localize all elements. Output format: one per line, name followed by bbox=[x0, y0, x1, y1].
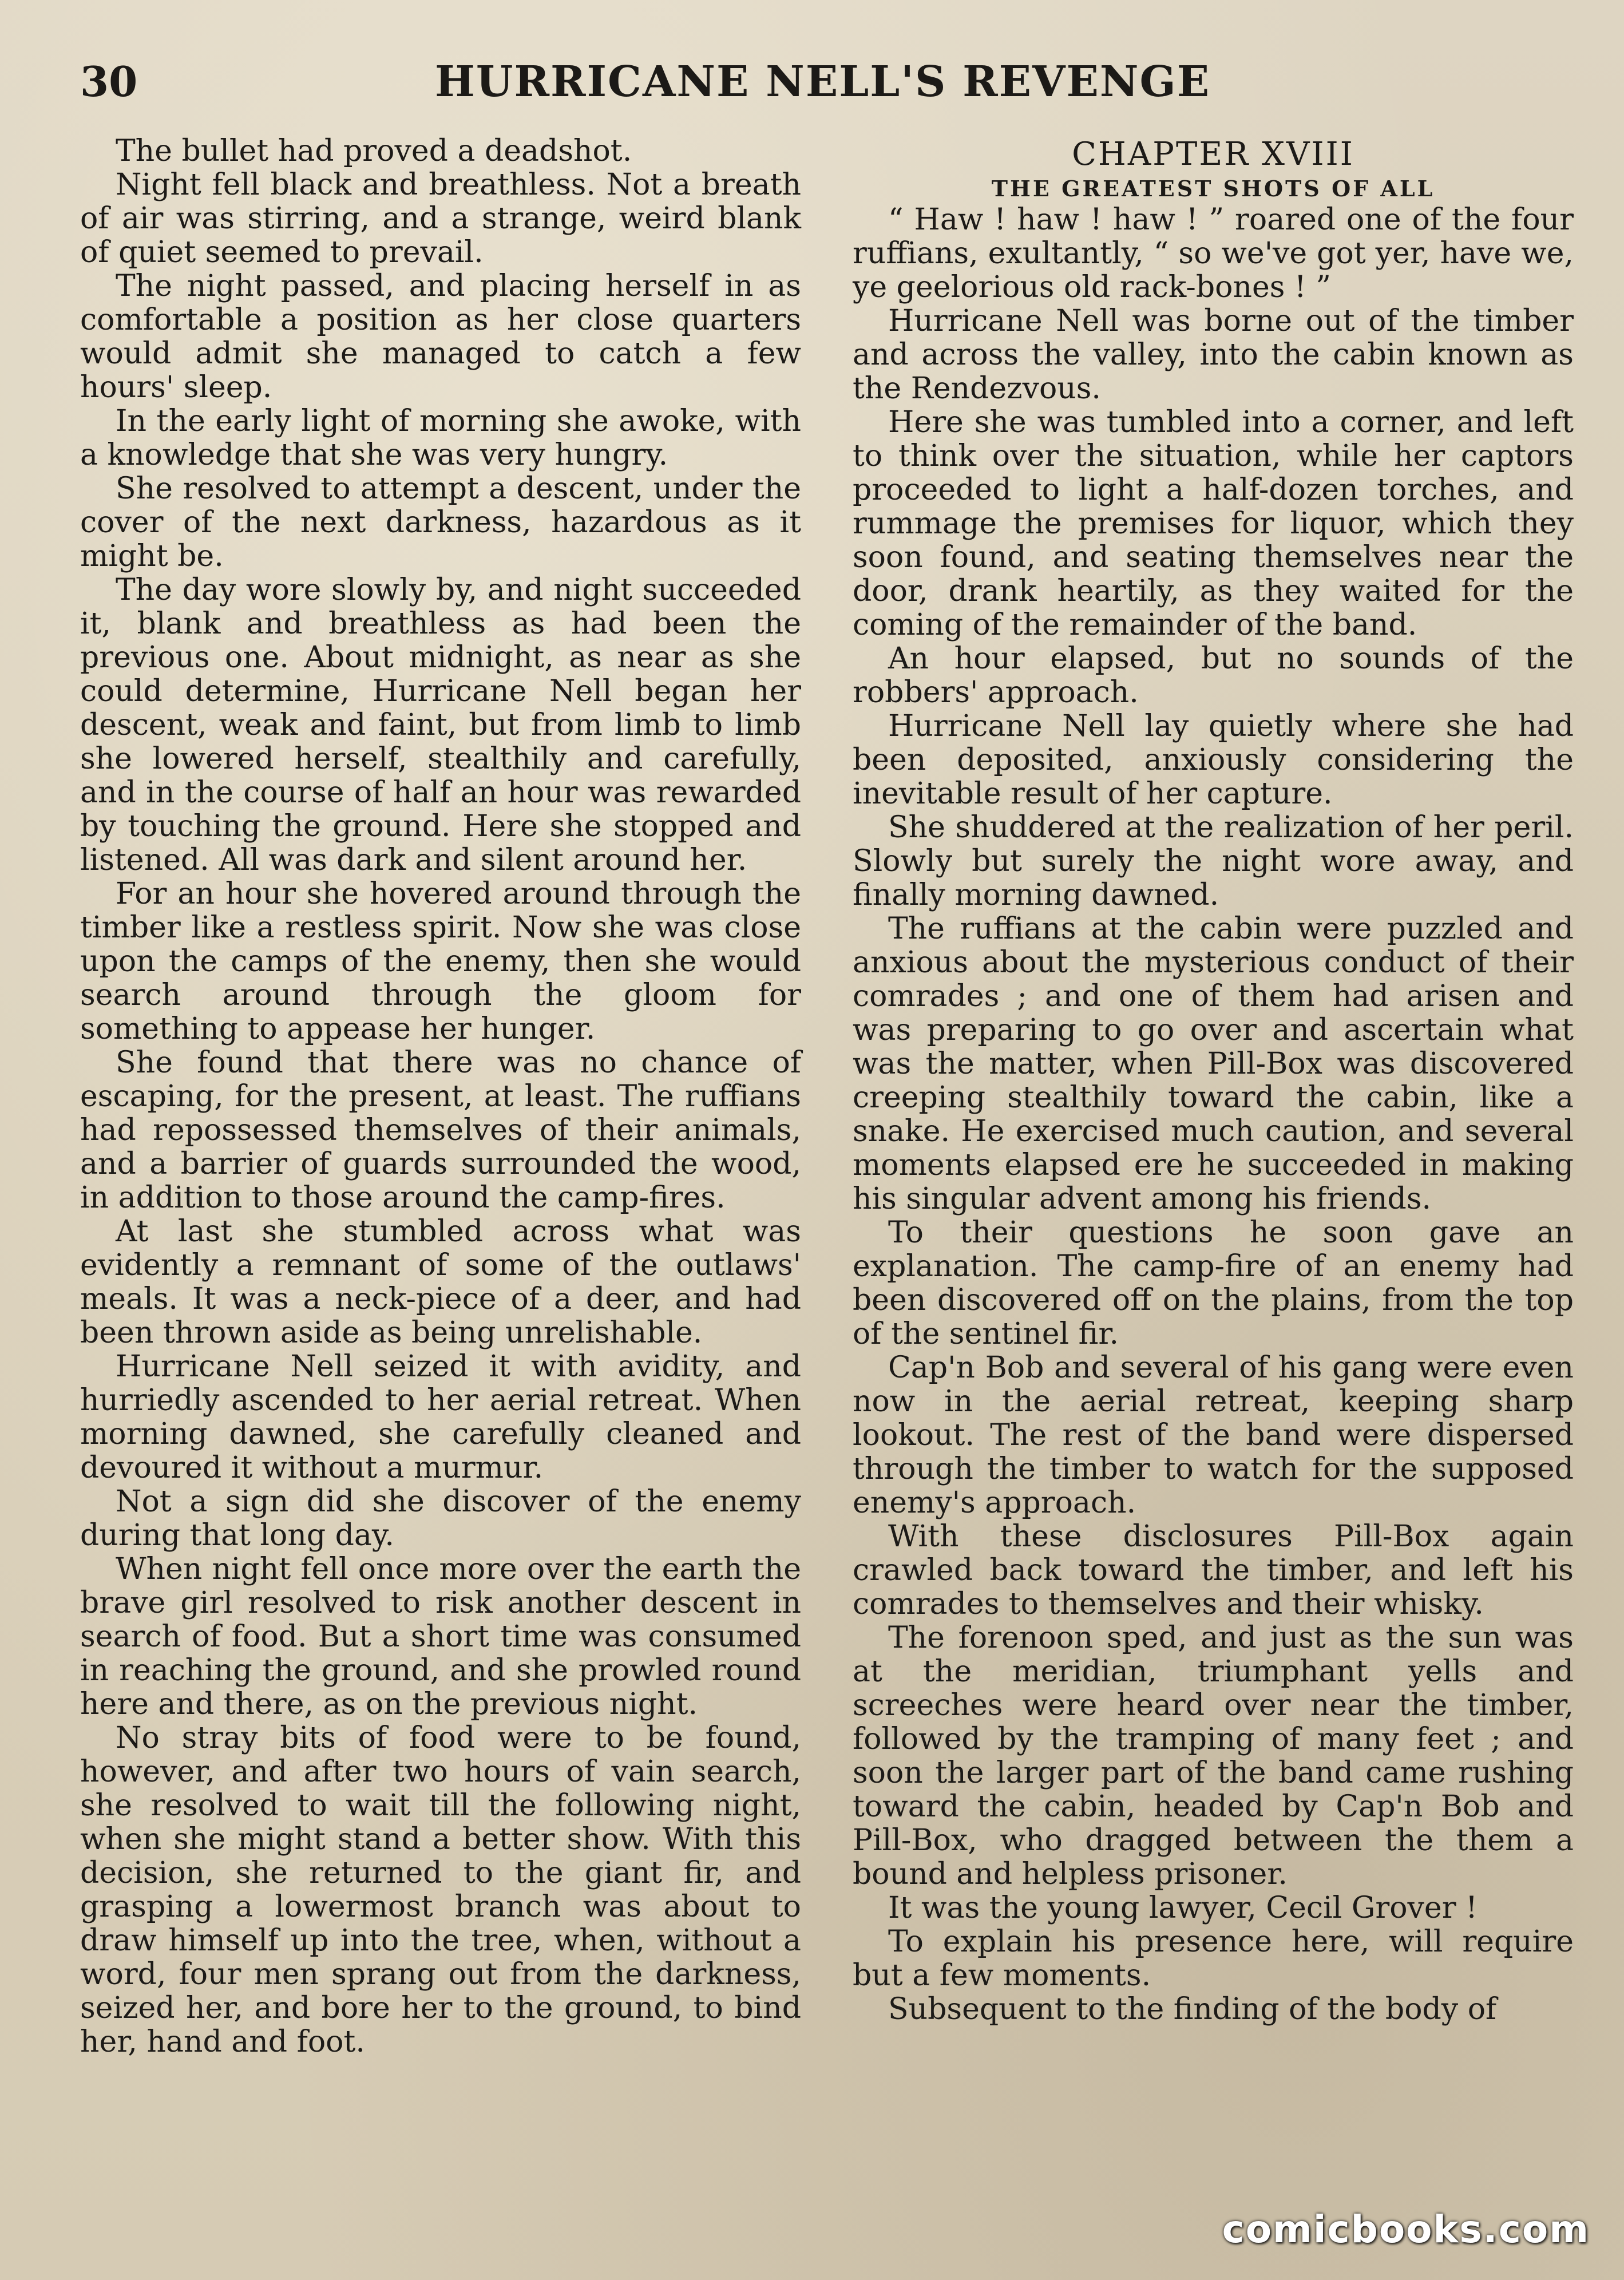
site-watermark: comicbooks.com bbox=[1222, 2207, 1590, 2251]
chapter-title: CHAPTER XVIII bbox=[1072, 136, 1354, 173]
page-number: 30 bbox=[80, 57, 138, 106]
paragraph: An hour elapsed, but no sounds of the robbers' approach. bbox=[853, 642, 1574, 710]
paragraph: Hurricane Nell was borne out of the timber and across the valley, into the cabin known as the Rendezvous. bbox=[853, 304, 1574, 406]
left-column bbox=[80, 134, 801, 2059]
chapter-subtitle: THE GREATEST SHOTS OF ALL bbox=[991, 176, 1435, 201]
paragraph: The night passed, and placing herself in as comfortable a position as her close quarters would admit she managed to catch a few hours' sleep. bbox=[80, 269, 801, 405]
paragraph: Night fell black and breathless. Not a breath of air was stirring, and a strange, weird blank of quiet seemed to prevail. bbox=[80, 168, 801, 270]
paragraph: The bullet had proved a deadshot. bbox=[116, 134, 632, 168]
paragraph: She shuddered at the realization of her peril. Slowly but surely the night wore away, and finally morning dawned. bbox=[853, 810, 1574, 912]
paragraph: Hurricane Nell lay quietly where she had been deposited, anxiously considering the inevitable result of her capture. bbox=[853, 709, 1574, 811]
paragraph: “ Haw ! haw ! haw ! ” roared one of the four ruffians, exultantly, “ so we've got yer, have we, ye geelorious old rack-bones ! ” bbox=[853, 203, 1574, 304]
paragraph: When night fell once more over the earth the brave girl resolved to risk another descent in search of food. But a short time was consumed in reaching the ground, and she prowled round here and there, as on the previous night. bbox=[80, 1552, 801, 1721]
paragraph: Subsequent to the finding of the body of bbox=[888, 1992, 1497, 2026]
paragraph: For an hour she hovered around through the timber like a restless spirit. Now she was close upon the camps of the enemy, then she would search around through the gloom for something to appease her hunger. bbox=[80, 877, 801, 1046]
paragraph: She found that there was no chance of escaping, for the present, at least. The ruffians had repossessed themselves of their animals, and a barrier of guards surrounded the wood, in addition to those around the camp-fires. bbox=[80, 1046, 801, 1215]
paragraph: The day wore slowly by, and night succeeded it, blank and breathless as had been the previous one. About midnight, as near as she could determine, Hurricane Nell began her descent, weak and faint, but from limb to limb she lowered herself, stealthily and carefully, and in the course of half an hour was rewarded by touching the ground. Here she stopped and listened. All was dark and silent around her. bbox=[80, 573, 801, 877]
paragraph: She resolved to attempt a descent, under the cover of the next darkness, hazardous as it might be. bbox=[80, 472, 801, 573]
paragraph: Here she was tumbled into a corner, and left to think over the situation, while her captors proceeded to light a half-dozen torches, and rummage the premises for liquor, which they soon found, and seating themselves near the door, drank heartily, as they waited for the coming of the remainder of the band. bbox=[853, 405, 1574, 642]
paragraph: With these disclosures Pill-Box again crawled back toward the timber, and left his comrades to themselves and their whisky. bbox=[853, 1519, 1574, 1621]
paragraph: The forenoon sped, and just as the sun was at the meridian, triumphant yells and screeches were heard over near the timber, followed by the tramping of many feet ; and soon the larger part of the band came rushing toward the cabin, headed by Cap'n Bob and Pill-Box, who dragged between the them a bound and helpless prisoner. bbox=[853, 1621, 1574, 1891]
right-column bbox=[853, 134, 1574, 2026]
running-title: HURRICANE NELL'S REVENGE bbox=[435, 57, 1211, 106]
paragraph: It was the young lawyer, Cecil Grover ! bbox=[888, 1891, 1478, 1925]
paragraph: At last she stumbled across what was evidently a remnant of some of the outlaws' meals. It was a neck-piece of a deer, and had been thrown aside as being unrelishable. bbox=[80, 1214, 801, 1350]
paragraph: Hurricane Nell seized it with avidity, and hurriedly ascended to her aerial retreat. When morning dawned, she carefully cleaned and devoured it without a murmur. bbox=[80, 1349, 801, 1485]
paragraph: No stray bits of food were to be found, however, and after two hours of vain search, she resolved to wait till the following night, when she might stand a better show. With this decision, she returned to the giant fir, and grasping a lowermost branch was about to draw himself up into the tree, when, without a word, four men sprang out from the darkness, seized her, and bore her to the ground, to bind her, hand and foot. bbox=[80, 1721, 801, 2059]
paragraph: Cap'n Bob and several of his gang were even now in the aerial retreat, keeping sharp lookout. The rest of the band were dispersed through the timber to watch for the supposed enemy's approach. bbox=[853, 1351, 1574, 1520]
paragraph: To their questions he soon gave an explanation. The camp-fire of an enemy had been discovered off on the plains, from the top of the sentinel fir. bbox=[853, 1216, 1574, 1351]
paragraph: To explain his presence here, will require but a few moments. bbox=[853, 1925, 1574, 1993]
page-header bbox=[80, 56, 1568, 108]
paragraph: The ruffians at the cabin were puzzled and anxious about the mysterious conduct of their comrades ; and one of them had arisen and was preparing to go over and ascertain what was the matter, when Pill-Box was discovered creeping stealthily toward the cabin, like a snake. He exercised much caution, and several moments elapsed ere he succeeded in making his singular advent among his friends. bbox=[853, 912, 1574, 1216]
paragraph: In the early light of morning she awoke, with a knowledge that she was very hungry. bbox=[80, 404, 801, 472]
paragraph: Not a sign did she discover of the enemy during that long day. bbox=[80, 1485, 801, 1553]
